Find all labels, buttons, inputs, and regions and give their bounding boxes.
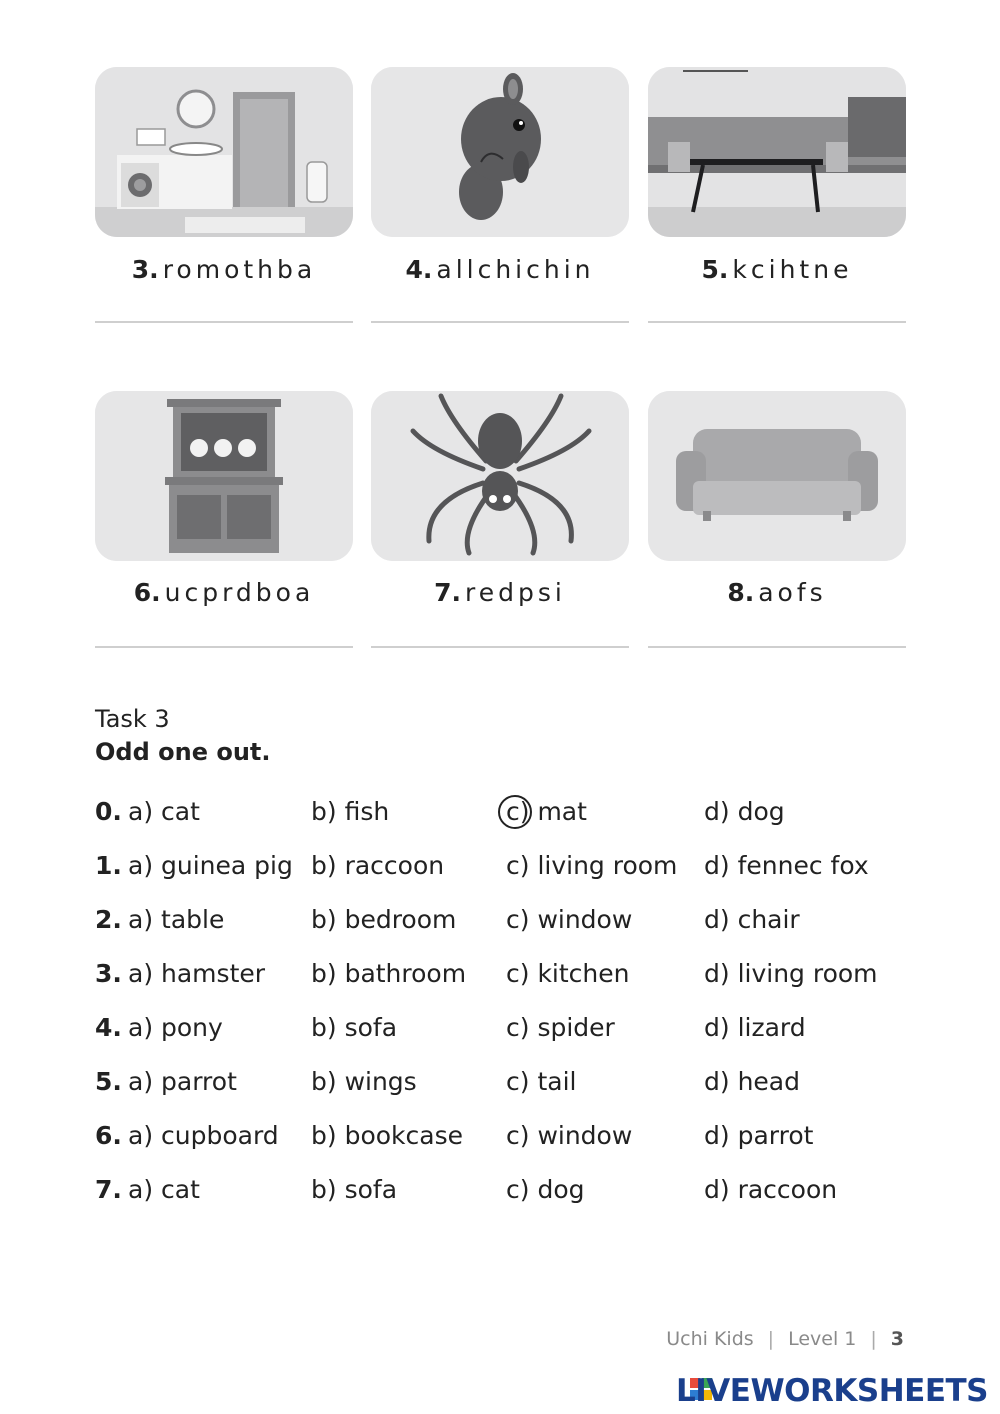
option-a[interactable]: a) cat: [128, 1175, 200, 1204]
scrambled-word-7: 7. redpsi: [434, 578, 566, 607]
question-row-6: [95, 1121, 915, 1157]
chinchilla-image: [371, 67, 629, 237]
scrambled-word-3: 3. romothba: [131, 255, 317, 284]
option-a[interactable]: a) pony: [128, 1013, 223, 1042]
option-a[interactable]: a) cupboard: [128, 1121, 279, 1150]
option-c[interactable]: c) living room: [506, 851, 678, 880]
question-number: 6.: [95, 1121, 122, 1150]
option-b[interactable]: b) bedroom: [311, 905, 457, 934]
option-b[interactable]: b) bookcase: [311, 1121, 463, 1150]
question-number: 2.: [95, 905, 122, 934]
option-a[interactable]: a) guinea pig: [128, 851, 293, 880]
question-number: 3.: [95, 959, 122, 988]
option-d[interactable]: d) raccoon: [704, 1175, 838, 1204]
kitchen-image: [648, 67, 906, 237]
option-c[interactable]: c) spider: [506, 1013, 615, 1042]
option-d[interactable]: d) living room: [704, 959, 878, 988]
scrambled-word-8: 8. aofs: [727, 578, 827, 607]
page-number: 3: [890, 1328, 904, 1350]
option-a[interactable]: a) table: [128, 905, 225, 934]
question-row-2: [95, 905, 915, 941]
option-a[interactable]: a) hamster: [128, 959, 266, 988]
question-number: 7.: [95, 1175, 122, 1204]
scrambled-word-5: 5. kcihtne: [701, 255, 853, 284]
option-d[interactable]: d) dog: [704, 797, 785, 826]
option-c[interactable]: c) dog: [506, 1175, 585, 1204]
option-b[interactable]: b) sofa: [311, 1013, 398, 1042]
question-row-4: [95, 1013, 915, 1049]
answer-line-3[interactable]: [95, 321, 353, 323]
answer-line-5[interactable]: [648, 321, 906, 323]
answer-line-7[interactable]: [371, 646, 629, 648]
option-b[interactable]: b) sofa: [311, 1175, 398, 1204]
scrambled-word-6: 6. ucprdboa: [133, 578, 315, 607]
option-b[interactable]: b) bathroom: [311, 959, 467, 988]
footer-level: Level 1: [788, 1328, 857, 1350]
option-b[interactable]: b) fish: [311, 797, 390, 826]
answer-line-4[interactable]: [371, 321, 629, 323]
option-c[interactable]: c) tail: [506, 1067, 577, 1096]
footer-separator: |: [870, 1328, 877, 1350]
question-number: 5.: [95, 1067, 122, 1096]
question-row-1: [95, 851, 915, 887]
task-title: Task 3: [95, 705, 170, 733]
answer-line-6[interactable]: [95, 646, 353, 648]
option-d[interactable]: d) chair: [704, 905, 800, 934]
sofa-image: [648, 391, 906, 561]
question-number: 0.: [95, 797, 122, 826]
option-d[interactable]: d) head: [704, 1067, 800, 1096]
question-row-5: [95, 1067, 915, 1103]
option-d[interactable]: d) lizard: [704, 1013, 806, 1042]
question-row-3: [95, 959, 915, 995]
question-row-0: [95, 797, 915, 833]
option-b[interactable]: b) wings: [311, 1067, 417, 1096]
spider-image: [371, 391, 629, 561]
cupboard-image: [95, 391, 353, 561]
answer-line-8[interactable]: [648, 646, 906, 648]
footer-brand: Uchi Kids: [666, 1328, 754, 1350]
option-c[interactable]: c) window: [506, 1121, 633, 1150]
footer-separator: |: [767, 1328, 775, 1350]
bathroom-image: [95, 67, 353, 237]
option-c[interactable]: c) window: [506, 905, 633, 934]
liveworksheets-watermark[interactable]: LIVEWORKSHEETS: [676, 1373, 988, 1409]
scrambled-word-4: 4. allchichin: [405, 255, 595, 284]
option-a[interactable]: a) parrot: [128, 1067, 237, 1096]
option-d[interactable]: d) fennec fox: [704, 851, 869, 880]
question-number: 4.: [95, 1013, 122, 1042]
option-d[interactable]: d) parrot: [704, 1121, 814, 1150]
option-b[interactable]: b) raccoon: [311, 851, 445, 880]
page-footer: [666, 1328, 904, 1350]
option-c[interactable]: c) kitchen: [506, 959, 630, 988]
option-c[interactable]: c) mat: [506, 797, 587, 826]
task-instruction: Odd one out.: [95, 738, 271, 766]
question-row-7: [95, 1175, 915, 1211]
option-a[interactable]: a) cat: [128, 797, 200, 826]
question-number: 1.: [95, 851, 122, 880]
